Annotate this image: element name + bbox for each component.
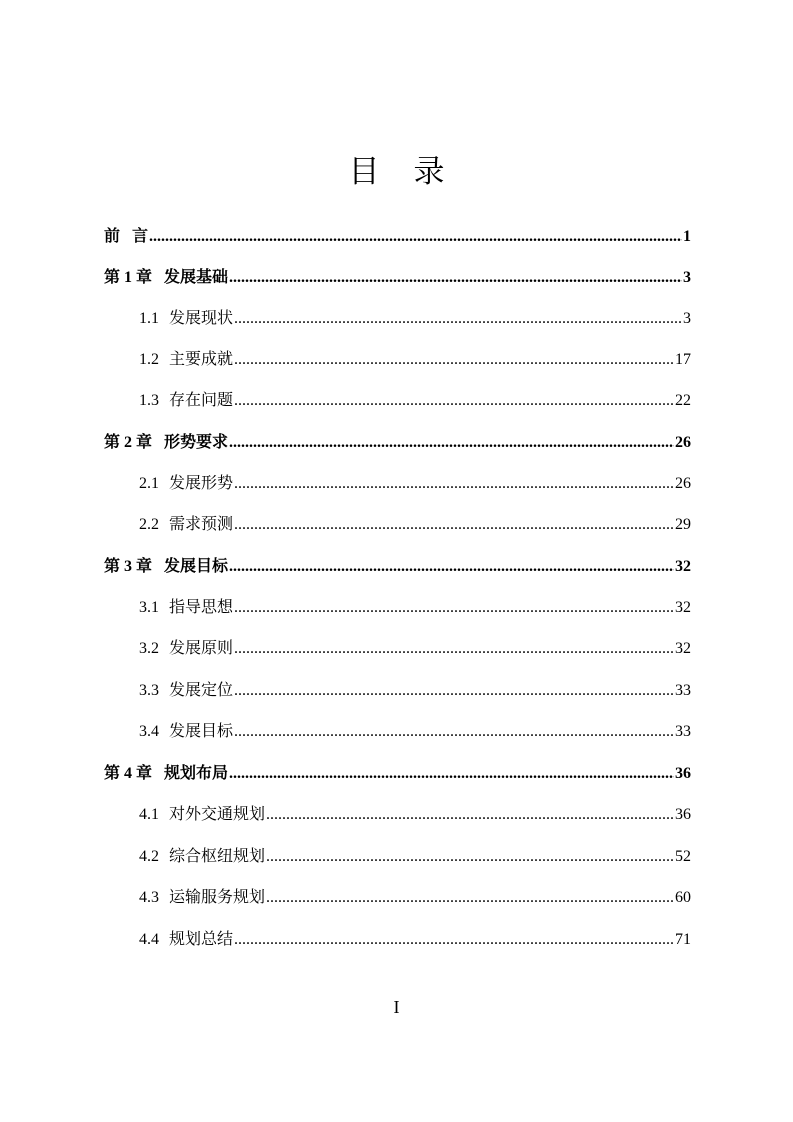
toc-entry-number: 3.4 (139, 723, 159, 740)
dot-leader (234, 469, 674, 499)
toc-entry-number: 第 1 章 (104, 269, 153, 286)
toc-entry-number: 4.1 (139, 806, 159, 823)
toc-entry-title: 运输服务规划 (169, 887, 266, 906)
toc-entry-number: 1.2 (139, 351, 159, 368)
toc-entry-number: 3.2 (139, 640, 159, 657)
toc-entry-preface[interactable] (104, 222, 691, 252)
toc-entry-section-3-2[interactable] (139, 634, 691, 664)
toc-entry-number: 前 (104, 228, 133, 245)
toc-entry-number: 3.3 (139, 682, 159, 699)
toc-entry-page: 60 (675, 889, 691, 906)
toc-entry-page: 17 (675, 351, 691, 368)
toc-entry-chapter-1[interactable] (104, 263, 691, 293)
toc-entry-number: 4.4 (139, 931, 159, 948)
toc-entry-number: 4.2 (139, 848, 159, 865)
toc-entry-number: 1.3 (139, 392, 159, 409)
dot-leader (229, 759, 674, 789)
dot-leader (229, 552, 674, 582)
dot-leader (234, 634, 674, 664)
toc-entry-title: 发展定位 (169, 680, 234, 699)
toc-entry-page: 36 (675, 765, 691, 782)
toc-entry-section-1-1[interactable] (139, 304, 691, 334)
toc-entry-title: 指导思想 (169, 597, 234, 616)
toc-entry-section-3-3[interactable] (139, 676, 691, 706)
toc-entry-title: 需求预测 (169, 514, 234, 533)
toc-entry-section-1-2[interactable] (139, 345, 691, 375)
toc-entry-section-3-1[interactable] (139, 593, 691, 623)
dot-leader (234, 925, 674, 955)
dot-leader (266, 800, 674, 830)
toc-entry-page: 32 (675, 558, 691, 575)
toc-entry-title: 形势要求 (164, 432, 229, 451)
toc-entry-number: 4.3 (139, 889, 159, 906)
toc-entry-page: 3 (683, 310, 691, 327)
toc-entry-page: 52 (675, 848, 691, 865)
dot-leader (234, 304, 682, 334)
toc-entry-number: 1.1 (139, 310, 159, 327)
toc-entry-number: 2.1 (139, 475, 159, 492)
toc-entry-page: 26 (675, 434, 691, 451)
dot-leader (229, 263, 682, 293)
toc-entry-title: 对外交通规划 (169, 804, 266, 823)
toc-entry-title: 发展形势 (169, 473, 234, 492)
toc-entry-title: 言 (132, 226, 149, 245)
dot-leader (149, 222, 682, 252)
dot-leader (234, 510, 674, 540)
toc-entry-page: 36 (675, 806, 691, 823)
toc-entry-number: 3.1 (139, 599, 159, 616)
toc-entry-page: 32 (675, 599, 691, 616)
toc-entry-chapter-2[interactable] (104, 428, 691, 458)
toc-entry-title: 发展目标 (169, 721, 234, 740)
toc-entry-page: 29 (675, 516, 691, 533)
dot-leader (234, 717, 674, 747)
toc-entry-title: 规划总结 (169, 929, 234, 948)
toc-entry-title: 发展原则 (169, 638, 234, 657)
toc-entry-title: 发展现状 (169, 308, 234, 327)
toc-entry-section-4-3[interactable] (139, 883, 691, 913)
toc-entry-page: 33 (675, 723, 691, 740)
toc-entry-page: 33 (675, 682, 691, 699)
toc-entry-section-3-4[interactable] (139, 717, 691, 747)
toc-entry-number: 第 2 章 (104, 434, 153, 451)
toc-entry-chapter-3[interactable] (104, 552, 691, 582)
toc-entry-number: 第 4 章 (104, 765, 153, 782)
footer-page-number: I (393, 997, 400, 1017)
toc-entry-section-2-1[interactable] (139, 469, 691, 499)
toc-entry-page: 26 (675, 475, 691, 492)
toc-entry-section-4-4[interactable] (139, 925, 691, 955)
dot-leader (234, 345, 674, 375)
toc-entry-title: 存在问题 (169, 390, 234, 409)
dot-leader (234, 593, 674, 623)
toc-entry-title: 综合枢纽规划 (169, 846, 266, 865)
toc-entry-title: 发展目标 (164, 556, 229, 575)
toc-entry-page: 1 (683, 228, 691, 245)
toc-entry-number: 第 3 章 (104, 558, 153, 575)
toc-entry-chapter-4[interactable] (104, 759, 691, 789)
toc-entry-section-2-2[interactable] (139, 510, 691, 540)
toc-entry-title: 发展基础 (164, 267, 229, 286)
page-title: 目录 (348, 154, 479, 190)
dot-leader (266, 883, 674, 913)
dot-leader (234, 386, 674, 416)
dot-leader (266, 842, 674, 872)
dot-leader (234, 676, 674, 706)
toc-entry-section-4-2[interactable] (139, 842, 691, 872)
toc-entry-page: 3 (683, 269, 691, 286)
toc-entry-number: 2.2 (139, 516, 159, 533)
dot-leader (229, 428, 674, 458)
toc-entry-section-1-3[interactable] (139, 386, 691, 416)
toc-entry-title: 主要成就 (169, 349, 234, 368)
toc-entry-title: 规划布局 (164, 763, 229, 782)
toc-entry-page: 32 (675, 640, 691, 657)
toc-entry-page: 71 (675, 931, 691, 948)
toc-entry-section-4-1[interactable] (139, 800, 691, 830)
toc-entry-page: 22 (675, 392, 691, 409)
